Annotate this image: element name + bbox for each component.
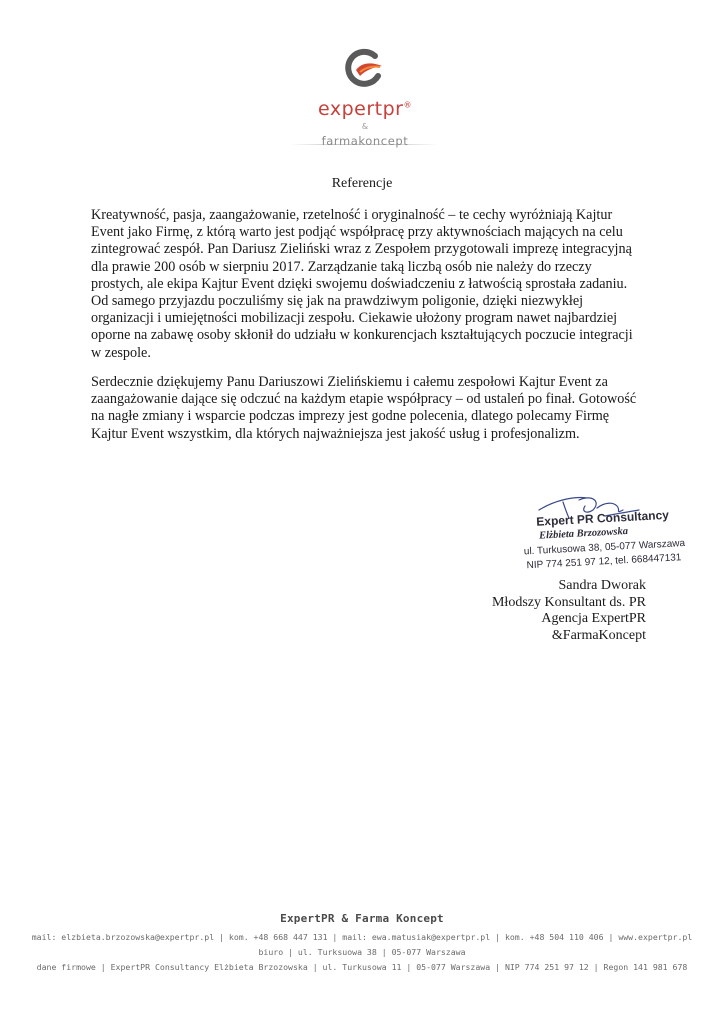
- brand-ampersand: &: [361, 122, 369, 131]
- stamp-company: Expert PR Consultancy: [535, 507, 670, 529]
- signatory-name: Sandra Dworak: [558, 578, 646, 593]
- signatory-role: Młodszy Konsultant ds. PR: [491, 594, 646, 610]
- stamp-person: Elżbieta Brzozowska: [538, 525, 629, 542]
- stamp-address: ul. Turkusowa 38, 05-077 Warszawa: [523, 537, 686, 558]
- company-logo: [290, 46, 440, 156]
- body-paragraph-1: Kreatywność, pasja, zaangażowanie, rzetelność i oryginalność – te cechy wyróżniają Kajtur Event jako Firmę, z którą warto jest podjąć współpracę przy aktywnościach mających na celu zintegrować zespół. Pan Dariusz Zieliński wraz z Zespołem przygotowali imprezę integracyjną dla prawie 200 osób w sierpniu 2017. Zarządzanie taką liczbą osób nie należy do rzeczy prostych, ale ekipa Kajtur Event dzięki swojemu doświadczeniu z łatwością sprostała zadaniu. Od samego przyjazdu poczuliśmy się jak na prawdziwym poligonie, dzięki niezwykłej organizacji i umiejętności mobilizacji zespołu. Ciekawie ułożony program nawet najbardziej oporne na zabawę osoby skłonił do udziału w konkurencjach kształtujących poczucie integracji w zespole.: [91, 207, 633, 361]
- sub-brand-name: farmakoncept: [321, 134, 409, 148]
- brand-name: expertpr®: [318, 98, 412, 120]
- body-paragraph-2: Serdecznie dziękujemy Panu Dariuszowi Zielińskiemu i całemu zespołowi Kajtur Event za zaangażowanie dające się odczuć na każdym etapie współpracy – od ustaleń po finał. Gotowość na nagłe zmiany i wsparcie podczas imprezy jest godne polecenia, dlatego polecamy Firmę Kajtur Event wszystkim, dla których najważniejsza jest jakość usług i profesjonalizm.: [91, 374, 637, 442]
- footer-title: ExpertPR & Farma Koncept: [280, 912, 444, 925]
- swirl-logo-icon: [342, 46, 386, 90]
- stamp-nip: NIP 774 251 97 12, tel. 668447131: [526, 552, 682, 572]
- signatory-org-line-1: Agencja ExpertPR: [541, 611, 646, 626]
- signatory-block: [476, 578, 646, 644]
- signatory-org-line-2: &FarmaKoncept: [551, 627, 646, 643]
- footer-contact-line: mail: elzbieta.brzozowska@expertpr.pl | kom. +48 668 447 131 | mail: ewa.matusiak@expertpr.pl | kom. +48 504 110 406 | www.expertpr.pl: [31, 932, 693, 942]
- footer-office-line: biuro | ul. Turksuowa 38 | 05-077 Warszawa: [258, 947, 466, 957]
- document-title: Referencje: [331, 176, 393, 191]
- footer-company-data-line: dane firmowe | ExpertPR Consultancy Elżbieta Brzozowska | ul. Turkusowa 11 | 05-077 Warszawa | NIP 774 251 97 12 | Regon 141 981 678: [36, 962, 688, 972]
